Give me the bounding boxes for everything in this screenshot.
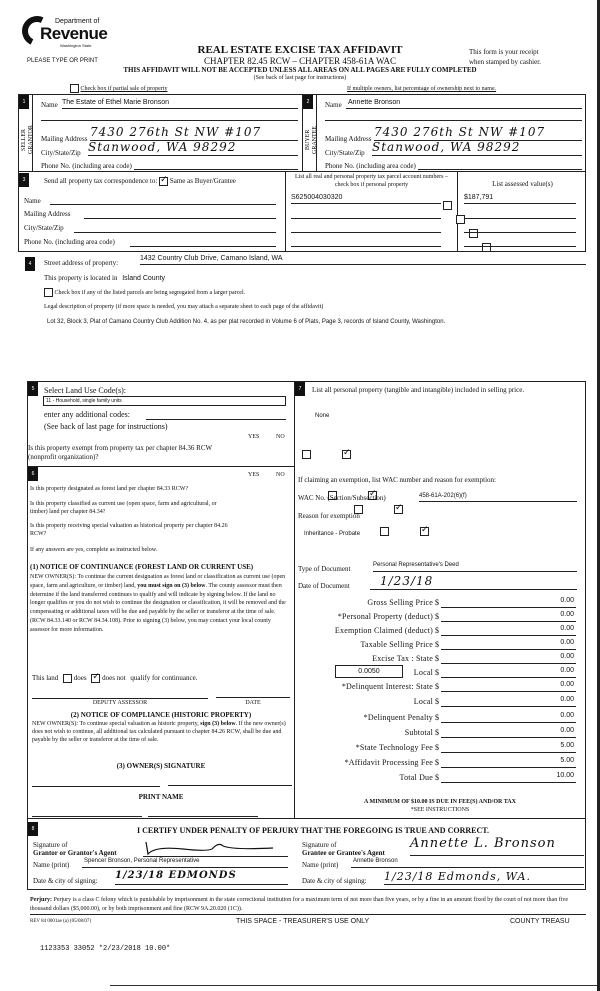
- taxable-selling-price-row: Taxable Selling Price $ 0.00: [360, 639, 574, 649]
- receipt-note-2: when stamped by cashier.: [469, 58, 541, 66]
- seller-label-divider: [32, 95, 33, 172]
- wac-label: WAC No. (Section/Subsection): [298, 494, 386, 502]
- buyer-city-field[interactable]: Stanwood, WA 98292: [372, 140, 582, 156]
- section-6-number: 6: [28, 467, 38, 481]
- does-qualify-checkbox[interactable]: [63, 674, 72, 683]
- grantor-name-label: Name (print): [33, 861, 70, 869]
- doc-type-field[interactable]: Personal Representative's Deed: [373, 562, 577, 572]
- additional-codes-label: enter any additional codes:: [44, 410, 130, 419]
- corr-city-field[interactable]: [74, 232, 276, 233]
- grantor-date-label: Date & city of signing:: [33, 877, 98, 885]
- perjury-notice: Perjury: Perjury is a class C felony which is punishable by imprisonment in the state correctional institution for a maximum term of not more than five years, or by a fine in an amount fixed by the court of not more than five thousand dollars ($5,000.00), or by both imprisonment and fine (RCW 9A.20.020 (1C)).: [30, 896, 586, 915]
- notice-compliance-body: NEW OWNER(S): To continue special valuation as historic property, sign (3) below. If the new owner(s) does not wish to continue, all additional tax calculated pursuant to chapter 84.26 RCW, shall be due and payable by the seller or transferor at the time of sale.: [32, 721, 286, 743]
- sections-5-7-divider: [294, 381, 295, 819]
- corr-mailing-field[interactable]: [84, 218, 276, 219]
- owner-signature-line-2[interactable]: [168, 785, 292, 786]
- see-instructions-note: *SEE INSTRUCTIONS: [410, 807, 470, 813]
- reason-label: Reason for exemption: [298, 512, 360, 520]
- buyer-mailing-label: Mailing Address: [325, 135, 372, 143]
- forest-land-question: Is this property designated as forest land per chapter 84.33 RCW?: [30, 486, 189, 492]
- buyer-phone-field[interactable]: [418, 169, 582, 170]
- assessor-date-line[interactable]: [216, 697, 290, 698]
- state-technology-fee-field[interactable]: 5.00: [441, 742, 576, 753]
- assessed-header: List assessed value(s): [492, 180, 553, 188]
- state-technology-fee-row: *State Technology Fee $ 5.00: [355, 742, 574, 752]
- if-yes-note: If any answers are yes, complete as instructed below.: [30, 547, 158, 553]
- section-5-number: 5: [28, 382, 38, 396]
- seller-name-line2[interactable]: [41, 120, 298, 121]
- parcel-number-field[interactable]: [291, 246, 441, 247]
- parcel-personal-checkbox[interactable]: [482, 243, 491, 252]
- buyer-mailing-field[interactable]: 7430 276th St NW #107: [374, 125, 582, 141]
- seller-name-field[interactable]: The Estate of Ethel Marie Bronson: [62, 99, 298, 109]
- same-as-buyer-checkbox[interactable]: [159, 177, 168, 186]
- buyer-city-label: City/State/Zip: [325, 149, 365, 157]
- grantor-date-field[interactable]: 1/23/18 EDMONDS: [115, 870, 288, 885]
- treasurer-use-note: THIS SPACE - TREASURER'S USE ONLY: [236, 918, 370, 925]
- section-3-number: 3: [19, 173, 29, 187]
- corr-city-label: City/State/Zip: [24, 224, 64, 232]
- grantor-signature-scrawl-icon: [143, 840, 288, 857]
- agency-logo-text: Revenue: [40, 24, 108, 43]
- assessed-value-field[interactable]: [464, 232, 576, 233]
- form-revision: REV 84 0001ae (a) (05/08/07): [30, 919, 92, 924]
- certification-statement: I CERTIFY UNDER PENALTY OF PERJURY THAT THE FOREGOING IS TRUE AND CORRECT.: [136, 826, 489, 835]
- subtotal-row: Subtotal $ 0.00: [404, 727, 574, 737]
- seller-phone-field[interactable]: [134, 169, 298, 170]
- land-use-yes-header: YES: [248, 434, 260, 440]
- exemption-label: If claiming an exemption, list WAC number and reason for exemption:: [298, 476, 496, 484]
- exempt-question: Is this property exempt from property tax per chapter 84.36 RCW (nonprofit organization)?: [28, 444, 212, 461]
- assessor-date-label: DATE: [245, 700, 261, 706]
- buyer-name-line2[interactable]: [325, 120, 582, 121]
- form-title: REAL ESTATE EXCISE TAX AFFIDAVIT: [197, 44, 403, 56]
- legal-description-label: Legal description of property (if more space is needed, you may attach a separate sheet to each page of the affidavit): [44, 304, 324, 310]
- deputy-assessor-signature-line[interactable]: [32, 698, 208, 699]
- delinquent-interest-local-field[interactable]: 0.00: [441, 696, 576, 707]
- parcel-number-field[interactable]: [291, 218, 441, 219]
- excise-local-row: Local $ 0.00: [413, 667, 574, 677]
- delinquent-penalty-field[interactable]: 0.00: [441, 712, 576, 723]
- acceptance-warning: THIS AFFIDAVIT WILL NOT BE ACCEPTED UNLESS ALL AREAS ON ALL PAGES ARE FULLY COMPLETED: [123, 66, 477, 74]
- corr-name-field[interactable]: [50, 204, 276, 205]
- seller-side-label: SELLER GRANTOR: [21, 125, 34, 155]
- corr-mailing-label: Mailing Address: [24, 210, 71, 218]
- excise-local-field[interactable]: 0.00: [441, 667, 576, 678]
- corr-phone-field[interactable]: [130, 246, 276, 247]
- section-2-number: 2: [303, 95, 313, 109]
- grantee-signature-field[interactable]: Annette L. Bronson: [410, 836, 584, 856]
- excise-state-field[interactable]: 0.00: [441, 653, 576, 664]
- affidavit-processing-fee-field[interactable]: 5.00: [441, 757, 576, 768]
- subtotal-field[interactable]: 0.00: [441, 727, 576, 738]
- form-subtitle: CHAPTER 82.45 RCW – CHAPTER 458-61A WAC: [204, 56, 396, 66]
- doc-date-field[interactable]: 1/23/18: [370, 574, 577, 590]
- personal-property-field[interactable]: None: [315, 413, 330, 419]
- section-4-number: 4: [25, 257, 35, 271]
- exempt-no-checkbox[interactable]: [342, 450, 351, 459]
- historical-question: Is this property receiving special valuation as historical property per chapter 84.26 RCW?: [30, 523, 228, 537]
- print-name-label: PRINT NAME: [138, 793, 184, 801]
- deputy-assessor-label: DEPUTY ASSESSOR: [92, 700, 148, 706]
- street-address-field[interactable]: 1432 Country Club Drive, Camano Island, WA: [140, 255, 586, 265]
- print-name-line-1[interactable]: [32, 816, 142, 817]
- designation-no-header: NO: [276, 472, 285, 478]
- agency-name-line1: Department of: [55, 18, 100, 25]
- assessed-value-field[interactable]: $187,791: [464, 194, 576, 204]
- assessed-value-field[interactable]: [464, 218, 576, 219]
- assessed-value-field[interactable]: [464, 246, 576, 247]
- notice-continuance-body: NEW OWNER(S): To continue the current designation as forest land or classification as current use (open space, farm and agriculture, or timber) land, you must sign on (3) below. The county assessor must then determine if the land transferred continues to qualify and will indicate by signing below. If the land no longer qualifies or you do not wish to continue the designation or classification, it will be removed and the compensating or additional taxes will be due and payable by the seller or transferor at the time of sale. (RCW 84.33.140 or RCW 84.34.108). Prior to signing (3) below, you may contact your local county assessor for more information.: [30, 574, 286, 633]
- corr-phone-label: Phone No. (including area code): [24, 238, 115, 246]
- taxable-selling-price-field[interactable]: 0.00: [441, 639, 576, 650]
- delinquent-penalty-row: *Delinquent Penalty $ 0.00: [363, 712, 574, 722]
- land-use-no-header: NO: [276, 434, 285, 440]
- grantee-name-label: Name (print): [302, 861, 339, 869]
- doc-type-label: Type of Document: [298, 565, 351, 573]
- historical-no-checkbox[interactable]: [420, 527, 429, 536]
- county-field[interactable]: Island County: [122, 275, 166, 282]
- exemption-claimed-row: Exemption Claimed (deduct) $ 0.00: [334, 625, 574, 635]
- county-row: This property is located in Island County: [44, 274, 166, 282]
- instructions-note: (See back of last page for instructions): [253, 75, 347, 81]
- land-use-see-back: (See back of last page for instructions): [44, 422, 168, 431]
- segregated-row: Check box if any of the listed parcels are being segregated from a larger parcel.: [44, 288, 245, 297]
- seller-city-field[interactable]: Stanwood, WA 98292: [88, 140, 298, 156]
- seller-phone-label: Phone No. (including area code): [41, 162, 132, 170]
- grantor-signature-field[interactable]: [143, 840, 288, 857]
- notice-continuance-title: (1) NOTICE OF CONTINUANCE (FOREST LAND OR CURRENT USE): [30, 563, 254, 571]
- buyer-side-label: BUYER GRANTEE: [305, 126, 318, 154]
- county-treasurer-label: COUNTY TREASU: [510, 918, 570, 925]
- print-name-line-2[interactable]: [148, 816, 258, 817]
- seller-city-label: City/State/Zip: [41, 149, 81, 157]
- designation-yes-header: YES: [248, 472, 260, 478]
- delinquent-interest-local-row: Local $ 0.00: [413, 696, 574, 706]
- owner-signature-title: (3) OWNER(S) SIGNATURE: [116, 762, 206, 770]
- gross-selling-price-row: Gross Selling Price $ 0.00: [367, 597, 574, 607]
- grantor-name-field[interactable]: Spencer Bronson, Personal Representative: [82, 858, 288, 868]
- parcel-number-field[interactable]: S625004030320: [291, 194, 441, 204]
- parcel-personal-checkbox[interactable]: [469, 229, 478, 238]
- buyer-label-divider: [316, 95, 317, 172]
- does-not-qualify-checkbox[interactable]: [91, 674, 100, 683]
- seller-mailing-field[interactable]: 7430 276th St NW #107: [90, 125, 298, 141]
- delinquent-interest-state-row: *Delinquent Interest: State $ 0.00: [341, 681, 574, 691]
- legal-description-field[interactable]: Lot 32, Block 3, Plat of Camano Country Club Addition No. 4, as per plat recorded in Volume 6 of Plats, Page 3, records of Island County, Washington.: [47, 319, 446, 325]
- seller-mailing-label: Mailing Address: [41, 135, 88, 143]
- correspondence-divider-1: [285, 172, 286, 252]
- partial-sale-label: Check box if partial sale of property: [80, 85, 168, 92]
- correspondence-divider-2: [457, 172, 458, 252]
- affidavit-processing-fee-row: *Affidavit Processing Fee $ 5.00: [344, 757, 574, 767]
- parcel-personal-checkbox[interactable]: [456, 215, 465, 224]
- additional-codes-field[interactable]: [146, 419, 286, 420]
- section-7-number: 7: [295, 382, 305, 396]
- grantee-date-field[interactable]: 1/23/18 Edmonds, WA.: [384, 870, 584, 885]
- section-8-number: 8: [28, 822, 38, 836]
- continuance-row: This land does ✓ does not qualify for continuance.: [32, 674, 197, 683]
- excise-state-row: Excise Tax : State $ 0.00: [372, 653, 574, 663]
- historical-yes-checkbox[interactable]: [380, 527, 389, 536]
- section-6-divider: [27, 466, 294, 467]
- grantee-name-field[interactable]: Annette Bronson: [351, 858, 584, 868]
- grantor-signature-label: Signature of Grantor or Grantor's Agent: [33, 841, 117, 857]
- owner-signature-line-1[interactable]: [32, 786, 160, 787]
- grantee-signature-label: Signature of Grantee or Grantee's Agent: [302, 841, 385, 857]
- send-correspondence-label: Send all property tax correspondence to: ✓ Same as Buyer/Grantee: [44, 177, 236, 186]
- exempt-yes-checkbox[interactable]: [302, 450, 311, 459]
- multiple-owners-note: If multiple owners, list percentage of ownership next to name.: [347, 86, 497, 92]
- parcel-personal-checkbox[interactable]: [443, 201, 452, 210]
- buyer-name-field[interactable]: Annette Bronson: [346, 99, 582, 109]
- exemption-claimed-field[interactable]: 0.00: [441, 625, 576, 636]
- corr-name-label: Name: [24, 197, 41, 205]
- partial-sale-row: [70, 84, 167, 93]
- total-due-row: Total Due $ 10.00: [399, 772, 574, 782]
- treasurer-stamp: 1123353 33052 *2/23/2018 10.00*: [40, 945, 171, 953]
- doc-date-label: Date of Document: [298, 582, 350, 590]
- notice-compliance-title: (2) NOTICE OF COMPLIANCE (HISTORIC PROPERTY): [70, 711, 252, 719]
- personal-property-deduct-row: *Personal Property (deduct) $ 0.00: [337, 611, 574, 621]
- buyer-name-label: Name: [325, 101, 342, 109]
- receipt-note-1: This form is your receipt: [469, 48, 539, 56]
- reason-field[interactable]: Inheritance - Probate: [304, 531, 361, 537]
- street-label: Street address of property:: [44, 259, 119, 267]
- parcel-header: List all real and personal property tax parcel account numbers – check box if personal property: [295, 174, 448, 188]
- personal-property-deduct-field[interactable]: 0.00: [441, 611, 576, 622]
- current-use-question: Is this property classified as current use (open space, farm and agricultural, or timber) land per chapter 84.34?: [30, 501, 217, 515]
- grantee-date-label: Date & city of signing:: [302, 877, 367, 885]
- total-due-field[interactable]: 10.00: [441, 772, 576, 783]
- buyer-phone-label: Phone No. (including area code): [325, 162, 416, 170]
- personal-property-label: List all personal property (tangible and intangible) included in selling price.: [312, 386, 525, 394]
- seller-name-label: Name: [41, 101, 58, 109]
- local-rate-field[interactable]: 0.0050: [335, 665, 403, 678]
- partial-sale-checkbox[interactable]: [70, 84, 79, 93]
- section-1-number: 1: [19, 95, 29, 109]
- bottom-edge-line: [110, 985, 600, 986]
- minimum-due-note: A MINIMUM OF $10.00 IS DUE IN FEE(S) AND/OR TAX: [364, 799, 516, 805]
- delinquent-interest-state-field[interactable]: 0.00: [441, 681, 576, 692]
- segregated-checkbox[interactable]: [44, 288, 53, 297]
- parcel-number-field[interactable]: [291, 232, 441, 233]
- wac-field[interactable]: 458-61A-202(6)(f): [419, 493, 577, 502]
- agency-state: Washington State: [60, 43, 92, 48]
- land-use-code-select[interactable]: 11 - Household, single family units: [43, 396, 286, 406]
- please-type-note: PLEASE TYPE OR PRINT: [27, 58, 98, 64]
- gross-selling-price-field[interactable]: 0.00: [441, 597, 576, 608]
- current-use-no-checkbox[interactable]: [394, 505, 403, 514]
- land-use-label: Select Land Use Code(s):: [44, 386, 126, 395]
